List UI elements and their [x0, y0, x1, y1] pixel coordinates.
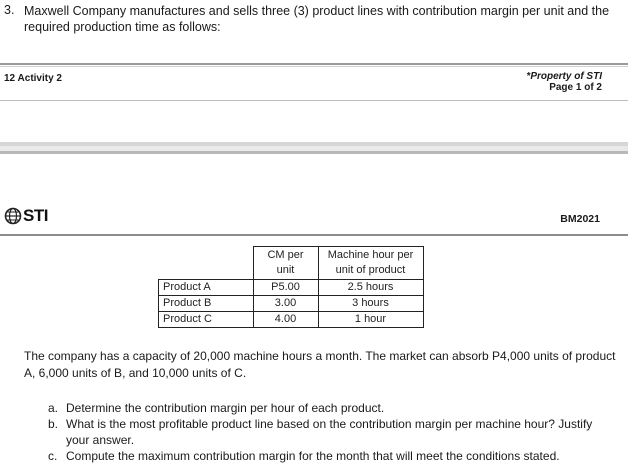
page-break-band-dark	[0, 151, 628, 154]
header-rule-top	[0, 63, 628, 65]
sti-logo-text: STI	[23, 206, 48, 225]
sti-globe-icon	[4, 207, 22, 225]
list-item-text: Determine the contribution margin per hour of each product.	[66, 401, 385, 415]
list-item-letter: c.	[48, 449, 58, 463]
question-number: 3.	[4, 3, 15, 17]
list-item-text: What is the most profitable product line based on the contribution margin per machine hour? Justify your answer.	[66, 417, 593, 447]
table-header-cm: CM per unit	[253, 247, 318, 280]
hours-cell: 1 hour	[318, 312, 423, 328]
product-name-cell: Product C	[159, 312, 254, 328]
table-header-row	[159, 247, 424, 280]
list-item	[48, 416, 608, 448]
list-item	[48, 400, 608, 416]
list-item-letter: a.	[48, 401, 59, 415]
question-text: Maxwell Company manufactures and sells three (3) product lines with contribution margin per unit and the required production time as follows:	[24, 4, 610, 34]
product-name-cell: Product B	[159, 296, 254, 312]
cm-cell: 3.00	[253, 296, 318, 312]
hours-cell: 3 hours	[318, 296, 423, 312]
list-item-text: Compute the maximum contribution margin for the month that will meet the conditions stated.	[66, 449, 560, 463]
table-row	[159, 296, 424, 312]
property-label: *Property of STI	[526, 71, 602, 82]
hours-cell: 2.5 hours	[318, 280, 423, 296]
page-number: Page 1 of 2	[549, 82, 602, 93]
capacity-paragraph: The company has a capacity of 20,000 machine hours a month. The market can absorb P4,000 units of product A, 6,000 units of B, and 10,000 units of C.	[24, 349, 616, 380]
table-row	[159, 280, 424, 296]
sti-logo	[4, 205, 48, 227]
cm-cell: P5.00	[253, 280, 318, 296]
course-code: BM2021	[560, 213, 600, 225]
task-list	[48, 400, 608, 464]
list-item	[48, 448, 608, 464]
table-corner-cell	[159, 247, 254, 280]
cm-cell: 4.00	[253, 312, 318, 328]
page-header-right	[526, 71, 602, 93]
table-row	[159, 312, 424, 328]
table-header-hours: Machine hour per unit of product	[318, 247, 423, 280]
list-item-letter: b.	[48, 417, 59, 431]
header-rule-bottom	[0, 100, 628, 101]
activity-label: 12 Activity 2	[4, 73, 62, 84]
product-name-cell: Product A	[159, 280, 254, 296]
product-table	[158, 246, 424, 328]
course-rule	[0, 234, 628, 236]
header-rule-top-shadow	[0, 66, 628, 67]
